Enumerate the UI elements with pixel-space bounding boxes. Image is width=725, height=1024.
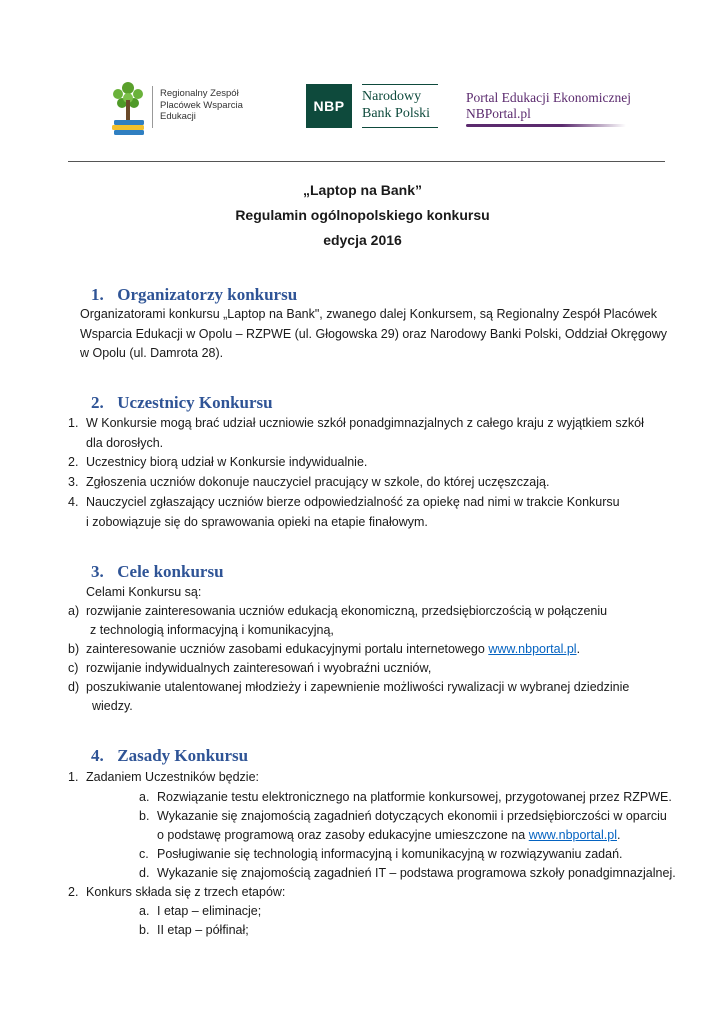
list-marker: a): [68, 604, 80, 618]
sublist-marker: c.: [139, 847, 149, 861]
list-item-line: rozwijanie zainteresowania uczniów edukacją ekonomiczną, przedsiębiorczością w połączeniu: [86, 604, 608, 618]
section-number: 4.: [91, 746, 104, 765]
sublist-item-line: Wykazanie się znajomością zagadnień IT – podstawa programowa szkoły ponadgimnazjalnej.: [157, 866, 676, 880]
paragraph-line: w Opolu (ul. Damrota 28).: [80, 346, 224, 360]
text-fragment: zainteresowanie uczniów zasobami edukacyjnymi portalu internetowego: [86, 642, 489, 656]
list-marker: 3.: [68, 475, 79, 489]
sublist-item-line: Posługiwanie się technologią informacyjną i komunikacyjną w rozwiązywaniu zadań.: [157, 847, 623, 861]
rzpwe-logo: [108, 78, 268, 138]
section-number: 3.: [91, 562, 104, 581]
doc-title-line2: Regulamin ogólnopolskiego konkursu: [235, 207, 490, 223]
nbp-rule-top: [362, 84, 438, 85]
list-item-line: Uczestnicy biorą udział w Konkursie indywidualnie.: [86, 455, 368, 469]
text-fragment: .: [617, 828, 621, 842]
rzpwe-name: Regionalny Zespół Placówek Wsparcia Edukacji: [160, 88, 243, 122]
list-marker: 1.: [68, 416, 79, 430]
text-fragment: .: [576, 642, 581, 656]
nbportal-link[interactable]: www.nbportal.pl: [528, 828, 617, 842]
sublist-item-line: II etap – półfinał;: [157, 923, 249, 937]
list-marker: c): [68, 661, 79, 675]
list-marker: 2.: [68, 455, 79, 469]
nbp-name-line2: Bank Polski: [362, 106, 431, 121]
nbp-name-line1: Narodowy: [362, 89, 422, 104]
text-fragment: o podstawę programową oraz zasoby edukacyjne umieszczone na: [157, 828, 529, 842]
list-item-line: W Konkursie mogą brać udział uczniowie szkół ponadgimnazjalnych z całego kraju z wyjątkiem szkół: [86, 416, 644, 430]
section-heading: [91, 746, 248, 766]
list-item-line: i zobowiązuje się do sprawowania opieki na etapie finałowym.: [86, 515, 428, 529]
list-item-line: wiedzy.: [92, 699, 133, 713]
section-title: Uczestnicy Konkursu: [117, 393, 273, 412]
list-marker: 1.: [68, 770, 79, 784]
paragraph-line: Organizatorami konkursu „Laptop na Bank", zwanego dalej Konkursem, są Regionalny Zespół Placówek: [80, 307, 657, 321]
sublist-marker: a.: [139, 904, 150, 918]
portal-line1: Portal Edukacji Ekonomicznej: [466, 90, 631, 105]
list-marker: b): [68, 642, 80, 656]
list-item-line: [86, 640, 580, 660]
paragraph-line: Wsparcia Edukacji w Opolu – RZPWE (ul. Głogowska 29) oraz Narodowy Banki Polski, Oddział Okręgowy: [80, 327, 668, 341]
header-rule: [68, 161, 665, 162]
list-item-line: rozwijanie indywidualnych zainteresowań i wyobraźni uczniów,: [86, 661, 432, 675]
list-item-line: poszukiwanie utalentowanej młodzieży i zapewnienie możliwości rywalizacji w wybranej dziedzinie: [86, 680, 630, 694]
list-item-line: Zgłoszenia uczniów dokonuje nauczyciel pracujący w szkole, do której uczęszczają.: [86, 475, 550, 489]
portal-swoosh: [466, 124, 626, 127]
section-heading: [91, 285, 297, 305]
section-number: 1.: [91, 285, 104, 304]
list-marker: 2.: [68, 885, 79, 899]
section-number: 2.: [91, 393, 104, 412]
list-item-line: dla dorosłych.: [86, 436, 164, 450]
sublist-marker: b.: [139, 809, 150, 823]
sublist-marker: a.: [139, 790, 150, 804]
section-heading: [91, 562, 224, 582]
logo-divider: [152, 86, 153, 128]
section-intro: Celami Konkursu są:: [86, 585, 202, 599]
list-item-line: Zadaniem Uczestników będzie:: [86, 770, 259, 784]
list-item-line: Konkurs składa się z trzech etapów:: [86, 885, 286, 899]
nbportal-logo: [466, 90, 636, 127]
doc-title-line1: „Laptop na Bank”: [302, 182, 422, 198]
sublist-item-line: [157, 826, 620, 846]
sublist-item-line: Rozwiązanie testu elektronicznego na platformie konkursowej, przygotowanej przez RZPWE.: [157, 790, 672, 804]
tree-books-icon: [108, 78, 148, 138]
nbp-abbr: NBP: [306, 84, 352, 128]
portal-line2: NBPortal.pl: [466, 106, 531, 121]
nbp-rule-bottom: [362, 127, 438, 128]
doc-title-line3: edycja 2016: [323, 232, 402, 248]
section-title: Cele konkursu: [117, 562, 224, 581]
list-item-line: Nauczyciel zgłaszający uczniów bierze odpowiedzialność za opiekę nad nimi w trakcie Konkursu: [86, 495, 620, 509]
section-title: Zasady Konkursu: [117, 746, 249, 765]
sublist-item-line: I etap – eliminacje;: [157, 904, 262, 918]
nbportal-link[interactable]: www.nbportal.pl: [488, 642, 577, 656]
list-marker: 4.: [68, 495, 79, 509]
list-item-line: z technologią informacyjną i komunikacyjną,: [90, 623, 334, 637]
sublist-marker: b.: [139, 923, 150, 937]
list-marker: d): [68, 680, 80, 694]
sublist-item-line: Wykazanie się znajomością zagadnień dotyczących ekonomii i przedsiębiorczości w oparciu: [157, 809, 667, 823]
section-heading: [91, 393, 273, 413]
section-title: Organizatorzy konkursu: [117, 285, 298, 304]
sublist-marker: d.: [139, 866, 150, 880]
nbp-name: [362, 88, 442, 122]
